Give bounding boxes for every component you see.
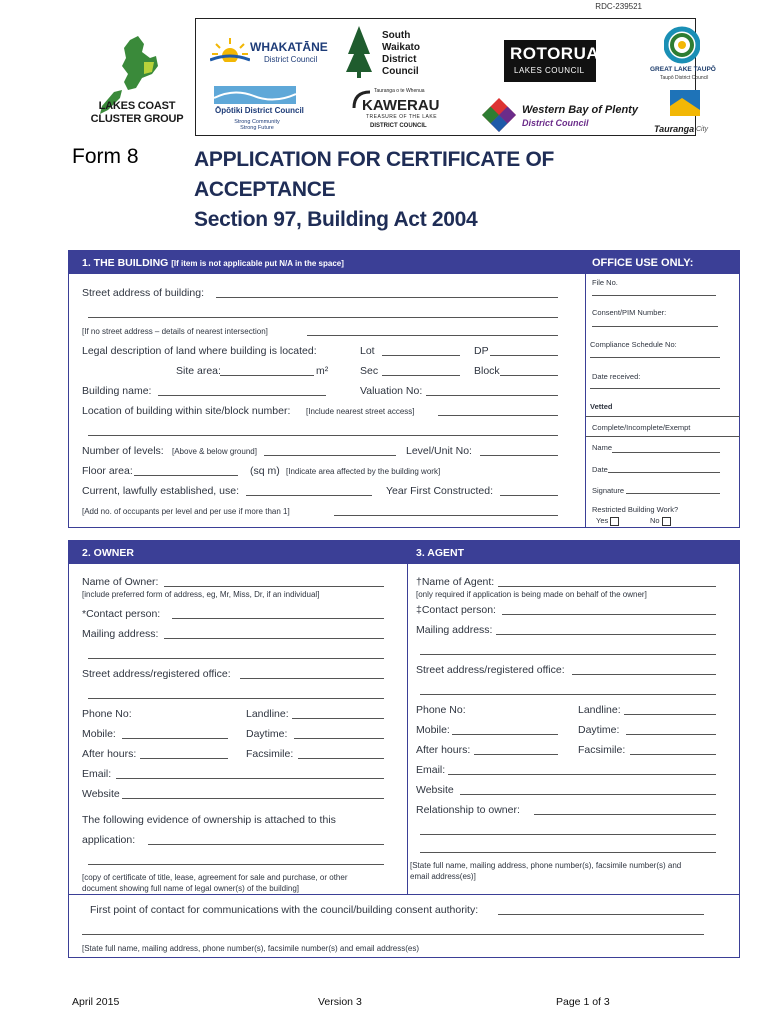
level-unit-field[interactable] <box>480 455 558 456</box>
kawerau-sub: DISTRICT COUNCIL <box>370 123 427 129</box>
dp-label: DP <box>474 345 489 357</box>
intersection-field[interactable] <box>307 335 558 336</box>
tauranga-logo <box>668 88 702 123</box>
opotiki-sub: Strong Community Strong Future <box>234 119 280 131</box>
agent-landline-label: Landline: <box>578 704 621 716</box>
agent-name-label: †Name of Agent: <box>416 576 495 588</box>
owner-fax-field[interactable] <box>298 758 384 759</box>
agent-email-field[interactable] <box>448 774 716 775</box>
office-date-label: Date <box>592 465 608 474</box>
owner-email-field[interactable] <box>116 778 384 779</box>
sec-label: Sec <box>360 365 379 377</box>
floor-area-label: Floor area: <box>82 465 133 477</box>
owner-mailing-field[interactable] <box>164 638 384 639</box>
office-signature-label: Signature <box>592 486 625 495</box>
owner-agent-divider <box>407 540 408 894</box>
taupo-sub: Taupō District Council <box>660 75 709 81</box>
consent-field[interactable] <box>592 326 718 327</box>
tauranga-emblem-icon <box>668 88 702 118</box>
taupo-emblem-icon <box>664 26 700 64</box>
agent-name-field[interactable] <box>498 586 716 587</box>
agent-name-note: [only required if application is being made on behalf of the owner] <box>416 590 647 599</box>
owner-landline-label: Landline: <box>246 708 289 720</box>
south-waikato-name: South Waikato District Council <box>382 30 420 77</box>
agent-phone-label: Phone No: <box>416 704 466 716</box>
lot-label: Lot <box>360 345 375 357</box>
kawerau-tag: TREASURE OF THE LAKE <box>366 114 438 120</box>
whakatane-name: WHAKATĀNE <box>250 40 328 54</box>
owner-after-field[interactable] <box>140 758 228 759</box>
wave-icon <box>214 86 296 104</box>
owner-name-label: Name of Owner: <box>82 576 159 588</box>
restricted-label: Restricted Building Work? <box>592 505 679 514</box>
owner-fax-label: Facsimile: <box>246 748 294 760</box>
complete-label: Complete/Incomplete/Exempt <box>592 423 691 432</box>
date-received-label: Date received: <box>592 372 641 381</box>
lot-field[interactable] <box>382 355 460 356</box>
rotorua-sub: LAKES COUNCIL <box>514 66 585 75</box>
tree-icon <box>344 24 374 80</box>
sun-icon <box>210 36 250 62</box>
opotiki-name: Ōpōtiki District Council <box>215 106 304 115</box>
lakes-coast-logo <box>78 18 196 136</box>
page-title <box>194 145 554 235</box>
agent-mailing-field[interactable] <box>496 634 716 635</box>
owner-copy-note: [copy of certificate of title, lease, agreement for sale and purchase, or other <box>82 873 348 882</box>
agent-header: 3. AGENT <box>408 540 740 564</box>
contact-divider <box>68 894 740 895</box>
site-area-field[interactable] <box>220 375 314 376</box>
levels-label: Number of levels: <box>82 445 164 457</box>
owner-daytime-field[interactable] <box>294 738 384 739</box>
owner-contact-label: *Contact person: <box>82 608 161 620</box>
yes-checkbox[interactable] <box>610 517 619 526</box>
owner-agent-section <box>68 540 740 958</box>
footer-date: April 2015 <box>72 996 120 1008</box>
year-constructed-field[interactable] <box>500 495 558 496</box>
current-use-field[interactable] <box>246 495 372 496</box>
footer-version: Version 3 <box>318 996 362 1008</box>
owner-mobile-label: Mobile: <box>82 728 116 740</box>
location-label: Location of building within site/block number: <box>82 405 291 417</box>
no-checkbox[interactable] <box>662 517 671 526</box>
document-reference: RDC-239521 <box>595 2 642 11</box>
agent-mailing-field-2[interactable] <box>420 654 716 655</box>
levels-field[interactable] <box>264 455 396 456</box>
title-line-1: APPLICATION FOR CERTIFICATE OF <box>194 148 555 171</box>
owner-street-field-2[interactable] <box>88 698 384 699</box>
office-name-label: Name <box>592 443 613 452</box>
rotorua-name: ROTORUA <box>510 44 600 63</box>
office-name-field[interactable] <box>612 452 720 453</box>
agent-mobile-field[interactable] <box>452 734 558 735</box>
site-area-label: Site area: <box>176 365 221 377</box>
wbop-logo <box>478 94 520 141</box>
occupants-field[interactable] <box>334 515 558 516</box>
legal-description-label: Legal description of land where building is located: <box>82 345 317 357</box>
agent-relationship-field-2[interactable] <box>420 834 716 835</box>
tauranga-name: Tauranga <box>654 124 695 134</box>
owner-name-note: [include preferred form of address, eg, Mr, Miss, Dr, if an individual] <box>82 590 320 599</box>
first-point-note: [State full name, mailing address, phone number(s), facsimile number(s) and email address(es) <box>82 944 420 953</box>
agent-street-field[interactable] <box>572 674 716 675</box>
section-divider <box>585 250 586 528</box>
owner-landline-field[interactable] <box>292 718 384 719</box>
owner-header: 2. OWNER <box>68 540 407 564</box>
owner-street-field[interactable] <box>240 678 384 679</box>
owner-copy-note-2: document showing full name of legal owner(s) of the building] <box>82 884 300 893</box>
title-line-2: ACCEPTANCE <box>194 178 336 201</box>
first-point-field[interactable] <box>498 914 704 915</box>
block-field[interactable] <box>500 375 558 376</box>
owner-contact-field[interactable] <box>172 618 384 619</box>
tauranga-sub: City <box>696 126 709 133</box>
owner-name-field[interactable] <box>164 586 384 587</box>
agent-street-label: Street address/registered office: <box>416 664 565 676</box>
office-date-field[interactable] <box>608 472 720 473</box>
file-no-label: File No. <box>592 278 618 287</box>
building-header: 1. THE BUILDING [If item is not applicable put N/A in the space] <box>68 250 585 274</box>
valuation-label: Valuation No: <box>360 385 423 397</box>
whakatane-sub: District Council <box>264 55 318 64</box>
agent-state-note-2: email address(es)] <box>410 872 476 881</box>
restricted-no[interactable]: No <box>650 516 671 526</box>
owner-street-label: Street address/registered office: <box>82 668 231 680</box>
location-note: [Include nearest street access] <box>306 407 415 416</box>
form-number: Form 8 <box>72 145 139 168</box>
south-waikato-logo <box>344 24 374 85</box>
agent-fax-field[interactable] <box>630 754 716 755</box>
level-unit-label: Level/Unit No: <box>406 445 472 457</box>
agent-relationship-field-3[interactable] <box>420 852 716 853</box>
street-address-field[interactable] <box>216 297 558 298</box>
title-line-3: Section 97, Building Act 2004 <box>194 208 478 231</box>
file-no-field[interactable] <box>592 295 716 296</box>
levels-note: [Above & below ground] <box>172 447 257 456</box>
agent-daytime-field[interactable] <box>626 734 716 735</box>
agent-contact-field[interactable] <box>502 614 716 615</box>
m2-unit: m² <box>316 365 329 377</box>
occupants-note: [Add no. of occupants per level and per use if more than 1] <box>82 507 290 516</box>
agent-after-label: After hours: <box>416 744 471 756</box>
first-point-label: First point of contact for communications with the council/building consent authority: <box>90 904 479 916</box>
building-name-field[interactable] <box>158 395 326 396</box>
wbop-name: Western Bay of Plenty <box>522 104 638 116</box>
agent-email-label: Email: <box>416 764 446 776</box>
owner-daytime-label: Daytime: <box>246 728 288 740</box>
location-field-2[interactable] <box>88 435 558 436</box>
agent-after-field[interactable] <box>474 754 558 755</box>
agent-website-field[interactable] <box>460 794 716 795</box>
kawerau-name: KAWERAU <box>362 97 440 114</box>
sqm-unit: (sq m) <box>250 465 280 477</box>
sec-field[interactable] <box>382 375 460 376</box>
floor-area-field[interactable] <box>134 475 238 476</box>
floor-note: [Indicate area affected by the building work] <box>286 467 441 476</box>
footer-page: Page 1 of 3 <box>556 996 610 1008</box>
lakes-coast-label: LAKES COAST CLUSTER GROUP <box>90 100 184 125</box>
dp-field[interactable] <box>490 355 558 356</box>
office-signature-field[interactable] <box>626 493 720 494</box>
vetted-divider <box>586 416 740 417</box>
agent-mobile-label: Mobile: <box>416 724 450 736</box>
date-received-field[interactable] <box>590 388 720 389</box>
owner-website-label: Website <box>82 788 120 800</box>
compliance-field[interactable] <box>590 357 720 358</box>
agent-relationship-label: Relationship to owner: <box>416 804 520 816</box>
agent-state-note: [State full name, mailing address, phone number(s), facsimile number(s) and <box>410 861 682 870</box>
current-use-label: Current, lawfully established, use: <box>82 485 239 497</box>
owner-website-field[interactable] <box>122 798 384 799</box>
owner-after-label: After hours: <box>82 748 137 760</box>
year-constructed-label: Year First Constructed: <box>386 485 493 497</box>
agent-daytime-label: Daytime: <box>578 724 620 736</box>
agent-website-label: Website <box>416 784 454 796</box>
owner-evidence-label-2: application: <box>82 834 136 846</box>
owner-mailing-field-2[interactable] <box>88 658 384 659</box>
first-point-field-2[interactable] <box>82 934 704 935</box>
whakatane-logo <box>210 36 250 67</box>
owner-mobile-field[interactable] <box>122 738 228 739</box>
agent-landline-field[interactable] <box>624 714 716 715</box>
building-name-label: Building name: <box>82 385 152 397</box>
agent-relationship-field[interactable] <box>534 814 716 815</box>
block-label: Block <box>474 365 500 377</box>
complete-divider <box>586 436 740 437</box>
consent-label: Consent/PIM Number: <box>592 308 667 317</box>
location-field[interactable] <box>438 415 558 416</box>
wbop-sub: District Council <box>522 118 589 128</box>
owner-evidence-field[interactable] <box>148 844 384 845</box>
agent-street-field-2[interactable] <box>420 694 716 695</box>
agent-mailing-label: Mailing address: <box>416 624 493 636</box>
office-use-header: OFFICE USE ONLY: <box>586 250 740 274</box>
taupo-name: GREAT LAKE TAUPŌ <box>650 66 716 73</box>
owner-evidence-label: The following evidence of ownership is attached to this <box>82 814 336 826</box>
kawerau-top: Tauranga o te Whenua <box>374 88 425 94</box>
valuation-field[interactable] <box>426 395 558 396</box>
agent-fax-label: Facsimile: <box>578 744 626 756</box>
street-address-label: Street address of building: <box>82 287 204 299</box>
wbop-emblem-icon <box>478 94 520 136</box>
street-address-field-2[interactable] <box>88 317 558 318</box>
no-street-note: [If no street address – details of nearest intersection] <box>82 327 268 336</box>
owner-mailing-label: Mailing address: <box>82 628 159 640</box>
taupo-logo <box>664 26 700 69</box>
owner-evidence-field-2[interactable] <box>88 864 384 865</box>
restricted-yes[interactable]: Yes <box>596 516 619 526</box>
owner-email-label: Email: <box>82 768 112 780</box>
owner-phone-label: Phone No: <box>82 708 132 720</box>
vetted-label: Vetted <box>590 402 613 411</box>
compliance-label: Compliance Schedule No: <box>590 340 677 349</box>
agent-contact-label: ‡Contact person: <box>416 604 496 616</box>
opotiki-logo <box>214 86 296 104</box>
